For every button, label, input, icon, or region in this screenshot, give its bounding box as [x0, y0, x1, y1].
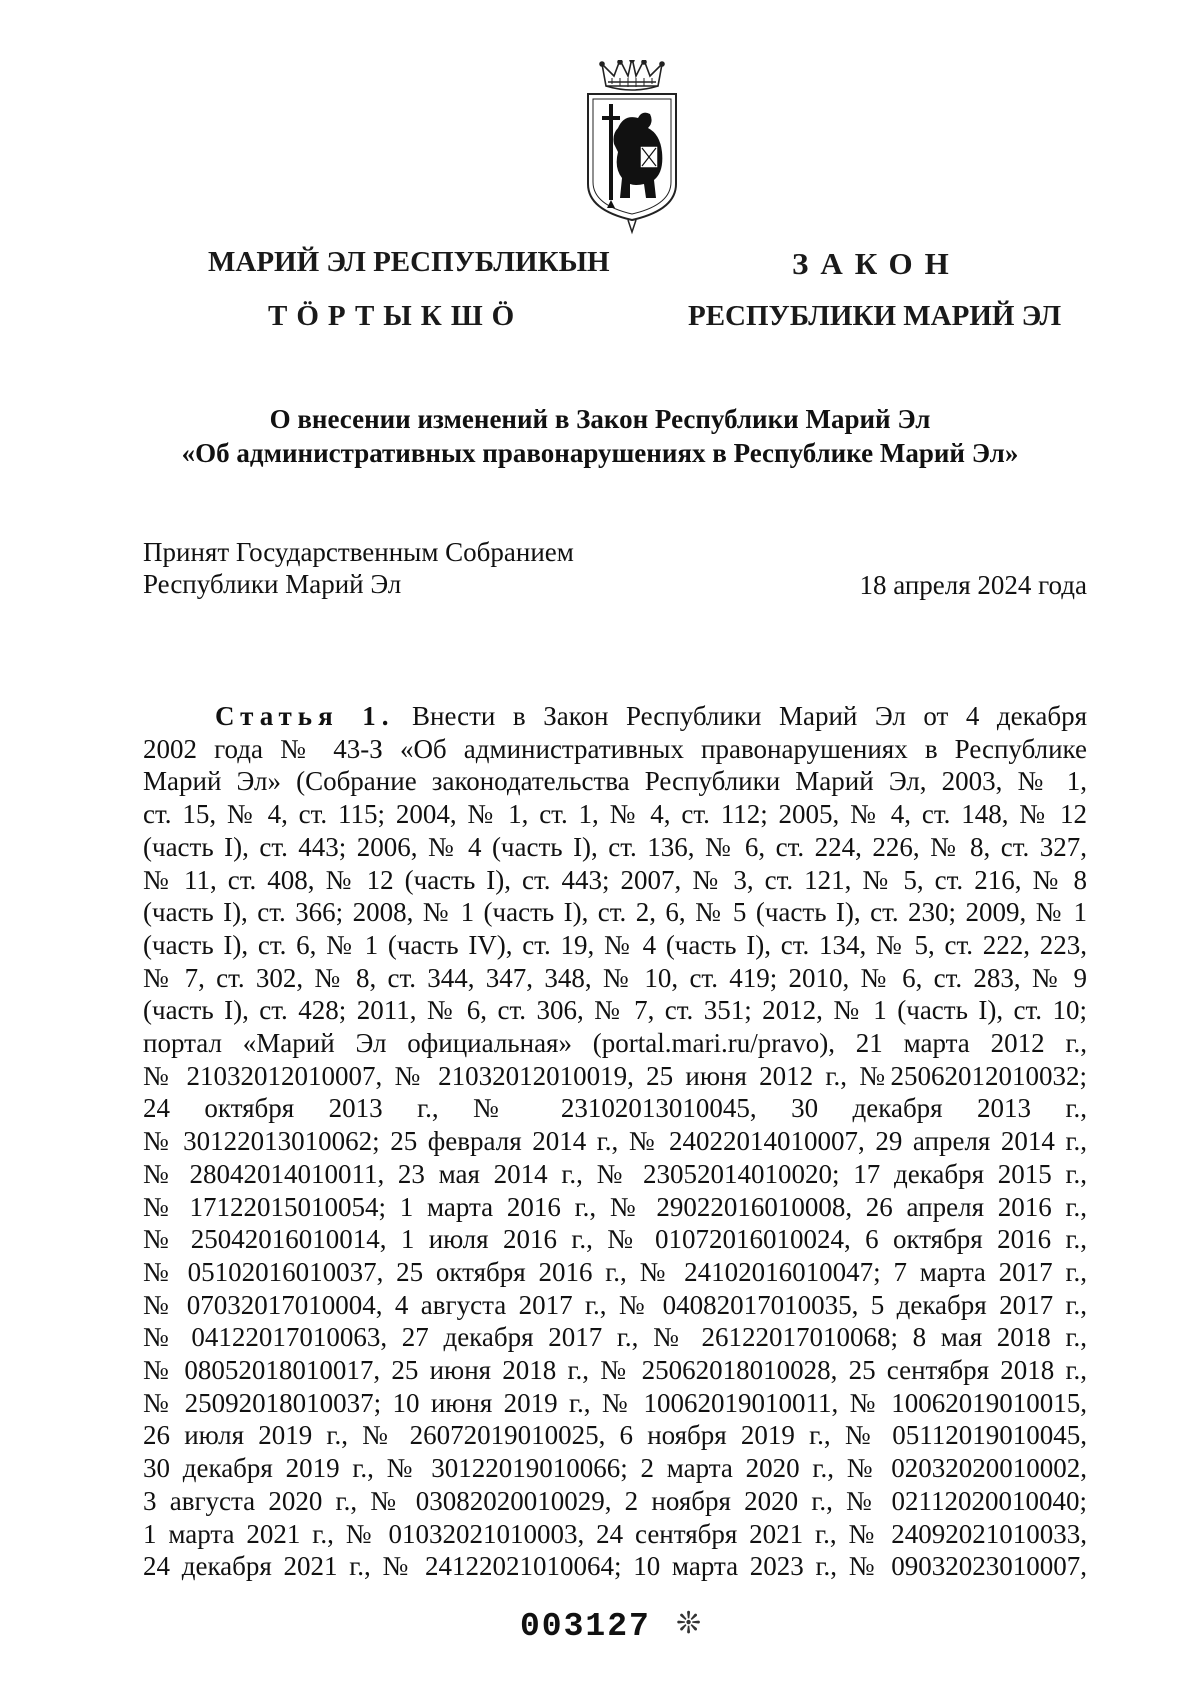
article-line: (часть I), ст. 428; 2011, № 6, ст. 306, № 7, ст. 351; 2012, № 1 (часть I), ст. 10;: [143, 995, 1087, 1026]
article-line: № 05102016010037, 25 октября 2016 г., № 24102016010047; 7 марта 2017 г.,: [143, 1256, 1087, 1287]
article-line: Марий Эл» (Собрание законодательства Республики Марий Эл, 2003, № 1,: [143, 766, 1087, 797]
document-number: 003127: [520, 1608, 651, 1645]
header-right-line2: РЕСПУБЛИКИ МАРИЙ ЭЛ: [688, 300, 1062, 332]
article-line: 30 декабря 2019 г., № 30122019010066; 2 марта 2020 г., № 02032020010002,: [143, 1453, 1087, 1484]
article-line: 2002 года № 43-З «Об административных правонарушениях в Республике: [143, 733, 1087, 764]
article-line: 24 октября 2013 г., № 23102013010045, 30 декабря 2013 г.,: [143, 1093, 1087, 1124]
article-line: ст. 15, № 4, ст. 115; 2004, № 1, ст. 1, № 4, ст. 112; 2005, № 4, ст. 148, № 12: [143, 799, 1087, 830]
title-line1: О внесении изменений в Закон Республики Марий Эл: [269, 404, 931, 434]
adopted-date: 18 апреля 2024 года: [859, 570, 1087, 600]
crown-icon: [600, 60, 664, 90]
article-line: 3 августа 2020 г., № 03082020010029, 2 ноября 2020 г., № 02112020010040;: [143, 1485, 1087, 1516]
article-line: № 25042016010014, 1 июля 2016 г., № 01072016010024, 6 октября 2016 г.,: [143, 1224, 1087, 1255]
security-mark-icon: ❊: [676, 1607, 702, 1640]
article-line: № 17122015010054; 1 марта 2016 г., № 29022016010008, 26 апреля 2016 г.,: [143, 1191, 1087, 1222]
adopted-by: [143, 536, 574, 600]
adopted-line1: Принят Государственным Собранием: [143, 537, 574, 567]
article-line: № 28042014010011, 23 мая 2014 г., № 23052014010020; 17 декабря 2015 г.,: [143, 1158, 1087, 1189]
article-line: № 21032012010007, № 21032012010019, 25 июня 2012 г., №25062012010032;: [143, 1060, 1087, 1091]
coat-of-arms-emblem: [584, 60, 680, 240]
article-line: № 25092018010037; 10 июня 2019 г., № 10062019010011, № 10062019010015,: [143, 1387, 1087, 1418]
article-line: (часть I), ст. 6, № 1 (часть IV), ст. 19, № 4 (часть I), ст. 134, № 5, ст. 222, 223,: [143, 929, 1087, 960]
article-line: № 08052018010017, 25 июня 2018 г., № 25062018010028, 25 сентября 2018 г.,: [143, 1355, 1087, 1386]
article-lead: Статья 1.: [215, 701, 395, 731]
article-line: (часть I), ст. 443; 2006, № 4 (часть I), ст. 136, № 6, ст. 224, 226, № 8, ст. 327,: [143, 831, 1087, 862]
article-line: 26 июля 2019 г., № 26072019010025, 6 ноября 2019 г., № 05112019010045,: [143, 1420, 1087, 1451]
header-left-line1: МАРИЙ ЭЛ РЕСПУБЛИКЫН: [208, 246, 610, 278]
article-first-text: Внести в Закон Республики Марий Эл от 4 декабря: [412, 701, 1087, 731]
article-line: № 11, ст. 408, № 12 (часть I), ст. 443; 2007, № 3, ст. 121, № 5, ст. 216, № 8: [143, 864, 1087, 895]
article-line: № 07032017010004, 4 августа 2017 г., № 04082017010035, 5 декабря 2017 г.,: [143, 1289, 1087, 1320]
article-line: портал «Марий Эл официальная» (portal.mari.ru/pravo), 21 марта 2012 г.,: [143, 1028, 1087, 1059]
article-line: 1 марта 2021 г., № 01032021010003, 24 сентября 2021 г., № 24092021010033,: [143, 1518, 1087, 1549]
article-line: (часть I), ст. 366; 2008, № 1 (часть I), ст. 2, 6, № 5 (часть I), ст. 230; 2009, № 1: [143, 897, 1087, 928]
article-line: № 04122017010063, 27 декабря 2017 г., № 26122017010068; 8 мая 2018 г.,: [143, 1322, 1087, 1353]
article-first-line: [143, 700, 1087, 733]
article-body: [143, 700, 1087, 1583]
article-line: № 30122013010062; 25 февраля 2014 г., № 24022014010007, 29 апреля 2014 г.,: [143, 1126, 1087, 1157]
adopted-line2: Республики Марий Эл: [143, 569, 402, 599]
document-title: [0, 402, 1200, 470]
article-line: № 7, ст. 302, № 8, ст. 344, 347, 348, № 10, ст. 419; 2010, № 6, ст. 283, № 9: [143, 962, 1087, 993]
header-left-line2: ТӦРТЫКШӦ: [268, 300, 524, 332]
header-right-line1: ЗАКОН: [792, 246, 961, 281]
title-line2: «Об административных правонарушениях в Республике Марий Эл»: [181, 438, 1019, 468]
article-line: 24 декабря 2021 г., № 24122021010064; 10 марта 2023 г., № 09032023010007,: [143, 1551, 1087, 1582]
